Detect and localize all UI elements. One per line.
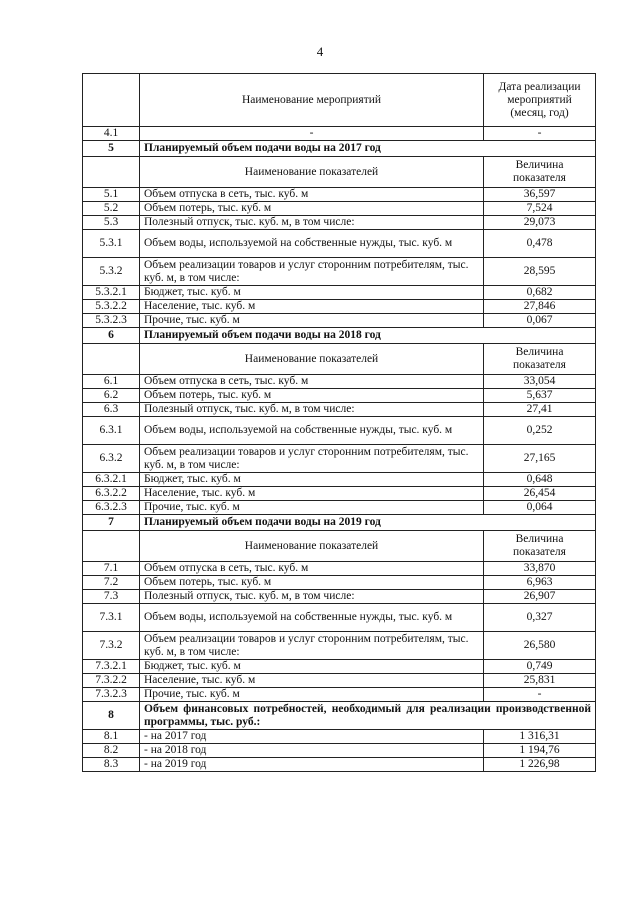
row-name: Объем потерь, тыс. куб. м (140, 576, 484, 590)
table-row (83, 258, 596, 286)
program-table-body (83, 74, 596, 772)
row-value: 28,595 (484, 258, 596, 286)
table-row (83, 286, 596, 300)
row-name: Население, тыс. куб. м (140, 487, 484, 501)
row-value: 27,41 (484, 403, 596, 417)
row-name: Объем потерь, тыс. куб. м (140, 389, 484, 403)
page-number: 4 (316, 44, 324, 59)
row-name: Население, тыс. куб. м (140, 674, 484, 688)
table-row (83, 660, 596, 674)
row-name: Объем воды, используемой на собственные нужды, тыс. куб. м (140, 417, 484, 445)
subheader-name: Наименование показателей (140, 157, 484, 188)
subheader-value: Величина показателя (484, 344, 596, 375)
row-value: 0,327 (484, 604, 596, 632)
row-num: 6.2 (83, 389, 140, 403)
row-name: Полезный отпуск, тыс. куб. м, в том числе: (140, 590, 484, 604)
row-num: 5.3.1 (83, 230, 140, 258)
row-name: - (140, 127, 484, 141)
row-value: 25,831 (484, 674, 596, 688)
section-title-row (83, 328, 596, 344)
table-row (83, 216, 596, 230)
row-num: 5.3.2.2 (83, 300, 140, 314)
section-title-row (83, 141, 596, 157)
program-table (82, 73, 596, 772)
row-value: 26,454 (484, 487, 596, 501)
table-row (83, 744, 596, 758)
row-name: Полезный отпуск, тыс. куб. м, в том числе: (140, 403, 484, 417)
table-row (83, 417, 596, 445)
section-subheader-row (83, 344, 596, 375)
section-title-row (83, 702, 596, 730)
row-num: 4.1 (83, 127, 140, 141)
row-name: Объем отпуска в сеть, тыс. куб. м (140, 562, 484, 576)
table-row (83, 389, 596, 403)
row-name: Бюджет, тыс. куб. м (140, 473, 484, 487)
table-row (83, 202, 596, 216)
row-value: 0,682 (484, 286, 596, 300)
row-num: 7.3.2.1 (83, 660, 140, 674)
row-num: 7.3 (83, 590, 140, 604)
table-row (83, 501, 596, 515)
table-row (83, 445, 596, 473)
row-num: 5.3.2 (83, 258, 140, 286)
row-value: 36,597 (484, 188, 596, 202)
row-name: Население, тыс. куб. м (140, 300, 484, 314)
row-value: 0,648 (484, 473, 596, 487)
subheader-num-cell (83, 531, 140, 562)
row-value: 33,870 (484, 562, 596, 576)
row-value: 0,064 (484, 501, 596, 515)
row-name: Бюджет, тыс. куб. м (140, 660, 484, 674)
row-name: Прочие, тыс. куб. м (140, 314, 484, 328)
row-num: 5.1 (83, 188, 140, 202)
table-header-row (83, 74, 596, 127)
row-value: 0,478 (484, 230, 596, 258)
table-row (83, 403, 596, 417)
subheader-num-cell (83, 157, 140, 188)
table-row (83, 590, 596, 604)
row-num: 5.2 (83, 202, 140, 216)
table-row (83, 674, 596, 688)
row-name: - на 2019 год (140, 758, 484, 772)
table-row (83, 632, 596, 660)
section-num: 6 (83, 328, 140, 344)
row-num: 6.1 (83, 375, 140, 389)
section-title: Объем финансовых потребностей, необходимый для реализации производственной программы, тыс. руб.: (140, 702, 596, 730)
table-row (83, 730, 596, 744)
row-num: 7.3.2 (83, 632, 140, 660)
header-name-cell: Наименование мероприятий (140, 74, 484, 127)
row-name: - на 2017 год (140, 730, 484, 744)
table-row (83, 758, 596, 772)
row-value: 1 226,98 (484, 758, 596, 772)
row-name: Объем реализации товаров и услуг сторонним потребителям, тыс. куб. м, в том числе: (140, 258, 484, 286)
row-num: 8.3 (83, 758, 140, 772)
row-value: 29,073 (484, 216, 596, 230)
section-subheader-row (83, 531, 596, 562)
subheader-num-cell (83, 344, 140, 375)
row-value: 0,252 (484, 417, 596, 445)
row-value: 27,846 (484, 300, 596, 314)
row-value: 5,637 (484, 389, 596, 403)
row-name: Прочие, тыс. куб. м (140, 501, 484, 515)
row-value: - (484, 688, 596, 702)
row-value: 1 316,31 (484, 730, 596, 744)
row-name: Объем реализации товаров и услуг сторонним потребителям, тыс. куб. м, в том числе: (140, 445, 484, 473)
row-name: Объем потерь, тыс. куб. м (140, 202, 484, 216)
header-num-cell (83, 74, 140, 127)
row-num: 7.3.2.2 (83, 674, 140, 688)
subheader-value: Величина показателя (484, 531, 596, 562)
subheader-name: Наименование показателей (140, 531, 484, 562)
subheader-name: Наименование показателей (140, 344, 484, 375)
section-num: 8 (83, 702, 140, 730)
section-title: Планируемый объем подачи воды на 2018 год (140, 328, 596, 344)
section-subheader-row (83, 157, 596, 188)
row-num: 5.3 (83, 216, 140, 230)
row-value: 7,524 (484, 202, 596, 216)
row-value: 6,963 (484, 576, 596, 590)
table-row (83, 688, 596, 702)
row-num: 7.2 (83, 576, 140, 590)
row-num: 6.3.2.2 (83, 487, 140, 501)
row-name: Объем воды, используемой на собственные нужды, тыс. куб. м (140, 230, 484, 258)
row-value: 0,749 (484, 660, 596, 674)
section-title: Планируемый объем подачи воды на 2019 год (140, 515, 596, 531)
row-num: 8.2 (83, 744, 140, 758)
row-name: Прочие, тыс. куб. м (140, 688, 484, 702)
section-num: 5 (83, 141, 140, 157)
table-row (83, 314, 596, 328)
row-value: 33,054 (484, 375, 596, 389)
row-name: Объем реализации товаров и услуг сторонним потребителям, тыс. куб. м, в том числе: (140, 632, 484, 660)
section-title: Планируемый объем подачи воды на 2017 год (140, 141, 596, 157)
table-row (83, 230, 596, 258)
row-num: 7.3.2.3 (83, 688, 140, 702)
row-value: 26,580 (484, 632, 596, 660)
row-name: - на 2018 год (140, 744, 484, 758)
row-name: Объем отпуска в сеть, тыс. куб. м (140, 188, 484, 202)
row-num: 6.3 (83, 403, 140, 417)
row-num: 5.3.2.1 (83, 286, 140, 300)
row-num: 6.3.2 (83, 445, 140, 473)
table-row (83, 188, 596, 202)
row-num: 6.3.2.1 (83, 473, 140, 487)
row-num: 8.1 (83, 730, 140, 744)
section-num: 7 (83, 515, 140, 531)
table-row (83, 300, 596, 314)
table-row (83, 604, 596, 632)
row-value: 26,907 (484, 590, 596, 604)
row-num: 6.3.2.3 (83, 501, 140, 515)
row-value: 1 194,76 (484, 744, 596, 758)
table-row (83, 562, 596, 576)
header-date-cell: Дата реализации мероприятий (месяц, год) (484, 74, 596, 127)
table-row (83, 375, 596, 389)
row-num: 7.1 (83, 562, 140, 576)
table-row (83, 487, 596, 501)
row-name: Объем воды, используемой на собственные нужды, тыс. куб. м (140, 604, 484, 632)
table-row-4-1 (83, 127, 596, 141)
row-name: Бюджет, тыс. куб. м (140, 286, 484, 300)
row-value: - (484, 127, 596, 141)
table-row (83, 473, 596, 487)
subheader-value: Величина показателя (484, 157, 596, 188)
row-num: 7.3.1 (83, 604, 140, 632)
row-value: 27,165 (484, 445, 596, 473)
row-name: Объем отпуска в сеть, тыс. куб. м (140, 375, 484, 389)
row-name: Полезный отпуск, тыс. куб. м, в том числе: (140, 216, 484, 230)
row-num: 5.3.2.3 (83, 314, 140, 328)
section-title-row (83, 515, 596, 531)
row-num: 6.3.1 (83, 417, 140, 445)
row-value: 0,067 (484, 314, 596, 328)
table-row (83, 576, 596, 590)
